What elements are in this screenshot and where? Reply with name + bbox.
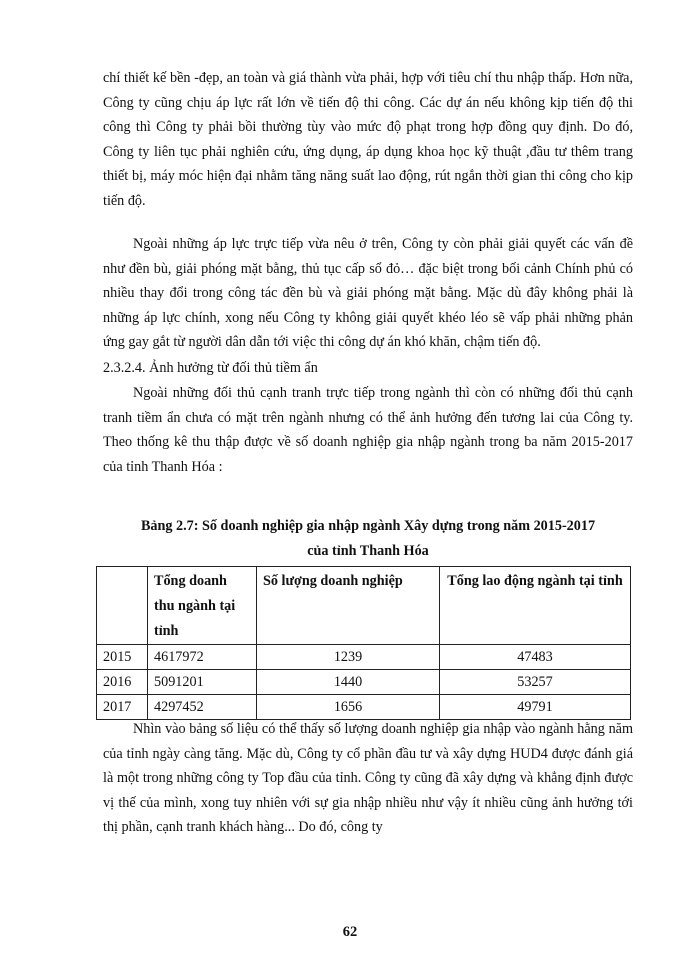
- paragraph-analysis: Nhìn vào bảng số liệu có thể thấy số lượng doanh nghiệp gia nhập vào ngành hằng năm của tỉnh ngày càng tăng. Mặc dù, Công ty cổ phần đầu tư và xây dựng HUD4 được đánh giá là một trong những công ty Top đầu của tỉnh. Công ty cũng đã xây dựng và khẳng định được vị thế của mình, xong tuy nhiên với sự gia nhập nhiều như vậy ít nhiều cũng ảnh hưởng tới thị phần, cạnh tranh khách hàng... Do đó, công ty: [103, 721, 633, 836]
- header-cell-labor: Tổng lao động ngành tại tỉnh: [440, 567, 631, 645]
- paragraph-compensation-pressure: Ngoài những áp lực trực tiếp vừa nêu ở trên, Công ty còn phải giải quyết các vấn đề như đền bù, giải phóng mặt bằng, thủ tục cấp sổ đỏ… đặc biệt trong bối cảnh Chính phủ có nhiều thay đổi trong công tác đền bù và giải phóng mặt bằng. Mặc dù đây không phải là những áp lực chính, xong nếu Công ty không giải quyết khéo léo sẽ vấp phải những phản ứng gay gắt từ người dân dẫn tới việc thi công dự án khó khăn, chậm tiến độ.: [103, 236, 633, 351]
- cell-enterprises: 1656: [257, 695, 440, 720]
- cell-enterprises: 1239: [257, 645, 440, 670]
- table-caption-line-2: của tỉnh Thanh Hóa: [307, 543, 429, 559]
- table-row: [97, 645, 631, 670]
- table-caption-line-1: Bảng 2.7: Số doanh nghiệp gia nhập ngành Xây dựng trong năm 2015-2017: [140, 518, 596, 534]
- table-header-row: [97, 567, 631, 645]
- table-caption: [103, 514, 633, 564]
- cell-year: 2016: [97, 670, 148, 695]
- cell-year: 2017: [97, 695, 148, 720]
- table-row: [97, 695, 631, 720]
- header-cell-revenue: Tổng doanh thu ngành tại tỉnh: [148, 567, 257, 645]
- paragraph-potential-competitors: Ngoài những đối thủ cạnh tranh trực tiếp trong ngành thì còn có những đối thủ cạnh tranh tiềm ẩn chưa có mặt trên ngành nhưng có thể ảnh hưởng đến tương lai của Công ty. Theo thống kê thu thập được về số doanh nghiệp gia nhập ngành trong ba năm 2015-2017 của tỉnh Thanh Hóa :: [103, 385, 633, 475]
- cell-labor: 47483: [440, 645, 631, 670]
- section-heading: 2.3.2.4. Ảnh hưởng từ đối thủ tiềm ẩn: [103, 360, 318, 376]
- cell-year: 2015: [97, 645, 148, 670]
- cell-labor: 49791: [440, 695, 631, 720]
- page-number: 62: [342, 924, 358, 940]
- header-cell-enterprises: Số lượng doanh nghiệp: [257, 567, 440, 645]
- cell-enterprises: 1440: [257, 670, 440, 695]
- cell-labor: 53257: [440, 670, 631, 695]
- header-cell-year: [97, 567, 148, 645]
- cell-revenue: 4297452: [148, 695, 257, 720]
- paragraph-pressure-design: chí thiết kế bền -đẹp, an toàn và giá thành vừa phải, hợp với tiêu chí thu nhập thấp. Hơn nữa, Công ty cũng chịu áp lực rất lớn về tiến độ thi công. Các dự án nếu không kịp tiến độ thi công thì Công ty phải bồi thường tùy vào mức độ phạt trong hợp đồng quy định. Do đó, Công ty liên tục phải nghiên cứu, ứng dụng, áp dụng khoa học kỹ thuật ,đầu tư thêm trang thiết bị, máy móc hiện đại nhằm tăng năng suất lao động, rút ngắn thời gian thi công cho kịp tiến độ.: [103, 70, 633, 209]
- data-table: [96, 566, 631, 720]
- cell-revenue: 5091201: [148, 670, 257, 695]
- cell-revenue: 4617972: [148, 645, 257, 670]
- table-row: [97, 670, 631, 695]
